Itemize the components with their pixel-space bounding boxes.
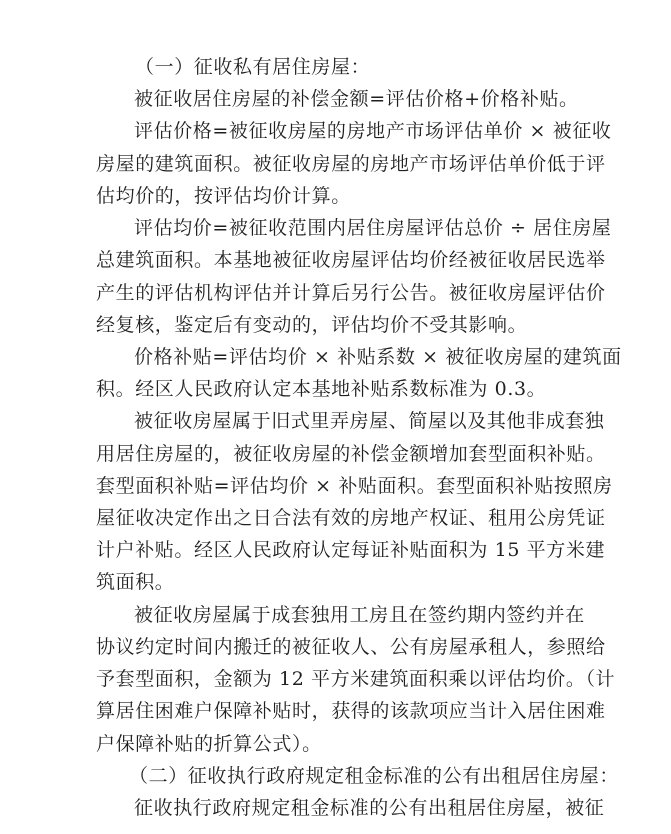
document-page: （一）征收私有居住房屋： 被征收居住房屋的补偿金额=评估价格+价格补贴。 评估价格=被征收房屋的房地产市场评估单价 × 被征收 房屋的建筑面积。被征收房屋的房地产市场评估单价低于评 估均价的，按评估均价计算。 评估均价=被征收范围内居住房屋评估总价 ÷ 居住房屋 总建筑面积。本基地被征收房屋评估均价经被征收居民选举 产生的评估机构评估并计算后另行公告。被征收房屋评估价 经复核，鉴定后有变动的，评估均价不受其影响。 价格补贴=评估均价 × 补贴系数 × 被征收房屋的建筑面 积。经区人民政府认定本基地补贴系数标准为 0.3。 被征收房屋属于旧式里弄房屋、简屋以及其他非成套独 用居住房屋的，被征收房屋的补偿金额增加套型面积补贴。 套型面积补贴=评估均价 × 补贴面积。套型面积补贴按照房 屋征收决定作出之日合法有效的房地产权证、租用公房凭证 计户补贴。经区人民政府认定每证补贴面积为 15 平方米建 筑面积。 被征收房屋属于成套独用工房且在签约期内签约并在 协议约定时间内搬迁的被征收人、公有房屋承租人，参照给 予套型面积，金额为 12 平方米建筑面积乘以评估均价。（计 算居住困难户保障补贴时，获得的该款项应当计入居住困难 户保障补贴的折算公式）。 （二）征收执行政府规定租金标准的公有出租居住房屋： 征收执行政府规定租金标准的公有出租居住房屋，被征: [0, 0, 671, 834]
